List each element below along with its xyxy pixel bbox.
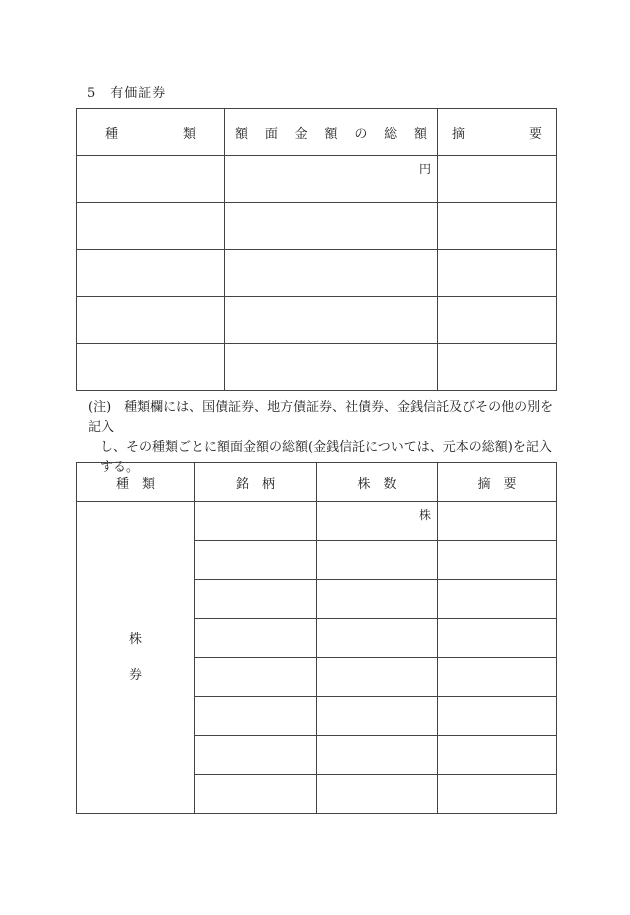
stock-certificates-table (76, 462, 557, 814)
header-remarks: 摘 要 (438, 463, 557, 502)
shares-cell[interactable] (317, 736, 438, 775)
table1-header-row (77, 109, 557, 156)
total-cell[interactable] (225, 156, 438, 203)
kind-cell-stock (77, 502, 195, 814)
header-shares: 株 数 (317, 463, 438, 502)
remarks-cell[interactable] (438, 541, 557, 580)
shares-cell[interactable] (317, 697, 438, 736)
shares-cell[interactable] (317, 775, 438, 814)
remarks-cell[interactable] (438, 297, 557, 344)
remarks-cell[interactable] (438, 775, 557, 814)
kind-cell[interactable] (77, 297, 225, 344)
remarks-cell[interactable] (438, 502, 557, 541)
shares-cell[interactable] (317, 541, 438, 580)
remarks-cell[interactable] (438, 203, 557, 250)
securities-total-table (76, 108, 557, 391)
remarks-cell[interactable] (438, 697, 557, 736)
kind-char-1: 株 (128, 631, 142, 647)
table-row (77, 502, 557, 541)
header-total-face-value: 額 面 金 額 の 総 額 (225, 109, 438, 156)
name-cell[interactable] (195, 619, 317, 658)
yen-unit: 円 (418, 162, 431, 176)
kind-cell[interactable] (77, 250, 225, 297)
kind-cell[interactable] (77, 203, 225, 250)
remarks-cell[interactable] (438, 736, 557, 775)
note-line-2: し、その種類ごとに額面金額の総額(金銭信託については、元本の総額)を記入する。 (100, 440, 552, 475)
total-cell[interactable] (225, 344, 438, 391)
table-row (77, 203, 557, 250)
table-row (77, 250, 557, 297)
kind-cell[interactable] (77, 156, 225, 203)
name-cell[interactable] (195, 541, 317, 580)
kind-char-2: 券 (128, 667, 142, 683)
section-title (87, 82, 166, 101)
shares-unit: 株 (418, 508, 431, 522)
table-row (77, 156, 557, 203)
shares-cell[interactable] (317, 619, 438, 658)
header-kind: 種 類 (77, 463, 195, 502)
note-line-1: (注) 種類欄には、国債証券、地方債証券、社債券、金銭信託及びその他の別を記入 (88, 400, 554, 435)
shares-cell[interactable] (317, 580, 438, 619)
header-name: 銘 柄 (195, 463, 317, 502)
shares-cell[interactable] (317, 658, 438, 697)
name-cell[interactable] (195, 580, 317, 619)
header-remarks: 摘 要 (438, 109, 557, 156)
remarks-cell[interactable] (438, 619, 557, 658)
table-row (77, 344, 557, 391)
section-name: 有価証券 (110, 86, 167, 101)
remarks-cell[interactable] (438, 658, 557, 697)
name-cell[interactable] (195, 502, 317, 541)
header-kind: 種 類 (77, 109, 225, 156)
remarks-cell[interactable] (438, 250, 557, 297)
remarks-cell[interactable] (438, 580, 557, 619)
section-number: 5 (87, 86, 97, 101)
name-cell[interactable] (195, 658, 317, 697)
remarks-cell[interactable] (438, 156, 557, 203)
name-cell[interactable] (195, 697, 317, 736)
table-row (77, 297, 557, 344)
name-cell[interactable] (195, 736, 317, 775)
total-cell[interactable] (225, 250, 438, 297)
total-cell[interactable] (225, 297, 438, 344)
total-cell[interactable] (225, 203, 438, 250)
shares-cell[interactable] (317, 502, 438, 541)
remarks-cell[interactable] (438, 344, 557, 391)
table2-header-row (77, 463, 557, 502)
name-cell[interactable] (195, 775, 317, 814)
kind-cell[interactable] (77, 344, 225, 391)
